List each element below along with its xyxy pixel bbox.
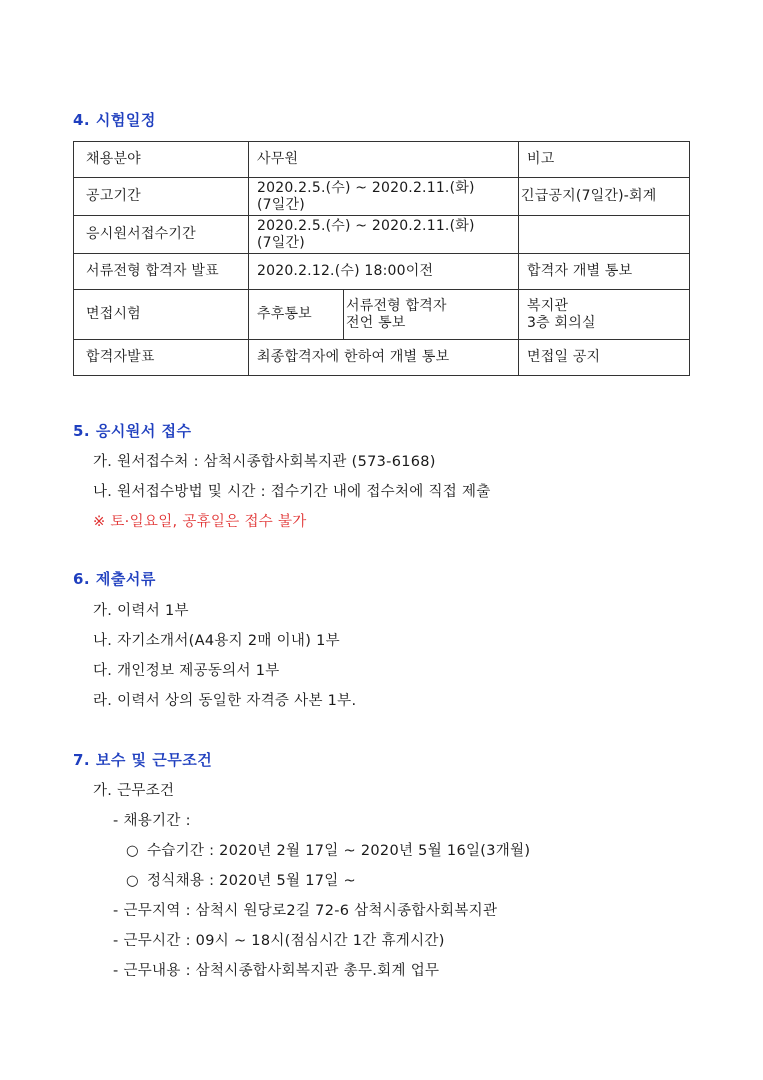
- table-row: [74, 178, 690, 216]
- cell-note: 긴급공지(7일간)-회계: [519, 178, 690, 216]
- cell-value-a: 추후통보: [249, 290, 344, 340]
- cell-note: [519, 216, 690, 254]
- cell-value: 2020.2.12.(수) 18:00이전: [249, 254, 519, 290]
- cell-note: [519, 290, 690, 340]
- list-item: 나. 자기소개서(A4용지 2매 이내) 1부: [93, 633, 340, 649]
- list-item: 나. 원서접수방법 및 시간 : 접수기간 내에 접수처에 직접 제출: [93, 484, 491, 500]
- cell-value: [249, 178, 519, 216]
- cell-note-line1: 복지관: [527, 297, 569, 314]
- list-item: - 근무시간 : 09시 ~ 18시(점심시간 1간 휴게시간): [113, 933, 445, 949]
- cell-label: 공고기간: [74, 178, 249, 216]
- list-item-text: 수습기간 : 2020년 2월 17일 ~ 2020년 5월 16일(3개월): [146, 843, 531, 859]
- cell-label: 응시원서접수기간: [74, 216, 249, 254]
- list-item: [126, 869, 356, 890]
- section-6-heading: 6. 제출서류: [73, 570, 156, 588]
- cell-label: 면접시험: [74, 290, 249, 340]
- cell-note: 비고: [519, 142, 690, 178]
- list-item: [126, 839, 530, 860]
- cell-note: 합격자 개별 통보: [519, 254, 690, 290]
- table-row: [74, 142, 690, 178]
- section-7-heading: 7. 보수 및 근무조건: [73, 751, 213, 769]
- cell-value-line2: (7일간): [257, 234, 305, 251]
- cell-value-line1: 2020.2.5.(수) ~ 2020.2.11.(화): [257, 217, 475, 234]
- list-item: 가. 이력서 1부: [93, 603, 189, 619]
- schedule-table: [73, 141, 690, 376]
- section-5-heading: 5. 응시원서 접수: [73, 422, 192, 440]
- cell-note: 면접일 공지: [519, 340, 690, 376]
- sub-heading: 가. 근무조건: [93, 783, 175, 799]
- cell-note-line2: 3층 회의실: [527, 314, 596, 331]
- list-item: 라. 이력서 상의 동일한 자격증 사본 1부.: [93, 693, 357, 709]
- cell-value-line1: 2020.2.5.(수) ~ 2020.2.11.(화): [257, 179, 475, 196]
- table-row: [74, 216, 690, 254]
- list-item-text: 정식채용 : 2020년 5월 17일 ~: [146, 873, 356, 889]
- table-row: [74, 290, 690, 340]
- list-item: - 근무지역 : 삼척시 원당로2길 72-6 삼척시종합사회복지관: [113, 903, 498, 919]
- table-row: [74, 340, 690, 376]
- notice-text: ※ 토·일요일, 공휴일은 접수 불가: [93, 514, 307, 530]
- list-item: 가. 원서접수처 : 삼척시종합사회복지관 (573-6168): [93, 454, 436, 470]
- cell-value-b-line1: 서류전형 합격자: [346, 297, 447, 314]
- circle-bullet-icon: ○: [126, 873, 139, 889]
- cell-label: 합격자발표: [74, 340, 249, 376]
- table-row: [74, 254, 690, 290]
- section-4-heading: 4. 시험일정: [73, 111, 156, 129]
- cell-value: [249, 216, 519, 254]
- cell-value: 최종합격자에 한하여 개별 통보: [249, 340, 519, 376]
- cell-label: 서류전형 합격자 발표: [74, 254, 249, 290]
- list-item: 다. 개인정보 제공동의서 1부: [93, 663, 280, 679]
- circle-bullet-icon: ○: [126, 843, 139, 859]
- cell-value-b: [344, 290, 519, 340]
- list-item: - 근무내용 : 삼척시종합사회복지관 총무.회계 업무: [113, 963, 440, 979]
- cell-value-line2: (7일간): [257, 196, 305, 213]
- period-label: - 채용기간 :: [113, 813, 191, 829]
- cell-value: 사무원: [249, 142, 519, 178]
- cell-label: 채용분야: [74, 142, 249, 178]
- cell-value-b-line2: 전언 통보: [346, 314, 406, 331]
